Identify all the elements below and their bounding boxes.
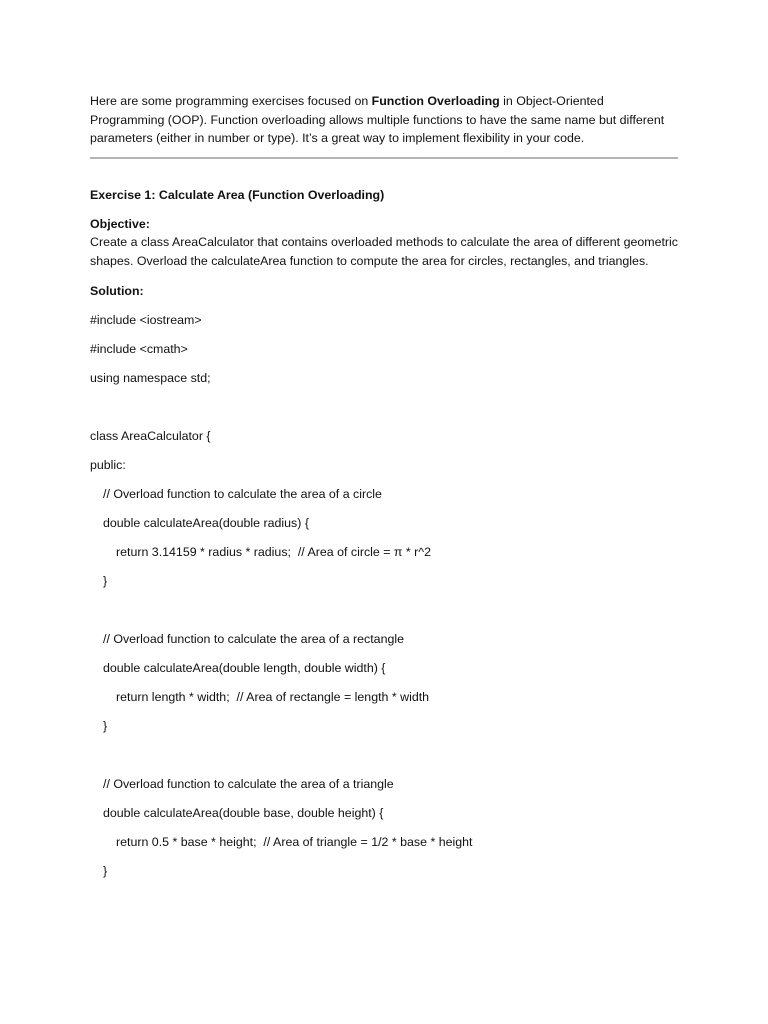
intro-bold-term: Function Overloading xyxy=(371,94,500,108)
code-line: // Overload function to calculate the area of a circle xyxy=(103,486,382,501)
code-line: } xyxy=(103,718,108,733)
code-line: class AreaCalculator { xyxy=(90,428,211,443)
code-line: } xyxy=(103,863,108,878)
document-page xyxy=(90,92,680,892)
intro-paragraph xyxy=(90,92,680,148)
blank-line xyxy=(90,747,680,776)
horizontal-divider xyxy=(90,157,678,159)
exercise-title: Exercise 1: Calculate Area (Function Overloading) xyxy=(90,187,385,202)
intro-text-end: in Object-Oriented Programming (OOP). Function overloading allows multiple functions to have the same name but different parameters (either in number or type). It’s a great way to implement flexibility in your code. xyxy=(90,94,665,145)
objective-label: Objective: xyxy=(90,216,150,231)
code-line: } xyxy=(103,573,108,588)
blank-line xyxy=(90,602,680,631)
code-line: #include <iostream> xyxy=(90,312,202,327)
code-line: public: xyxy=(90,457,126,472)
code-line: double calculateArea(double base, double height) { xyxy=(103,805,384,820)
code-line: // Overload function to calculate the area of a triangle xyxy=(103,776,394,791)
code-line: double calculateArea(double length, double width) { xyxy=(103,660,386,675)
intro-text-start: Here are some programming exercises focused on xyxy=(90,94,372,108)
code-block xyxy=(90,312,680,892)
objective-text: Create a class AreaCalculator that contains overloaded methods to calculate the area of different geometric shapes. Overload the calculateArea function to compute the area for circles, rectangles, and triangles. xyxy=(90,234,678,268)
code-line: return 0.5 * base * height; // Area of triangle = 1/2 * base * height xyxy=(116,834,473,849)
code-line: using namespace std; xyxy=(90,370,211,385)
blank-line xyxy=(90,399,680,428)
code-line: #include <cmath> xyxy=(90,341,188,356)
code-line: // Overload function to calculate the area of a rectangle xyxy=(103,631,404,646)
code-line: return 3.14159 * radius * radius; // Area of circle = π * r^2 xyxy=(116,544,431,559)
code-line: double calculateArea(double radius) { xyxy=(103,515,309,530)
solution-label: Solution: xyxy=(90,283,144,298)
code-line: return length * width; // Area of rectangle = length * width xyxy=(116,689,430,704)
